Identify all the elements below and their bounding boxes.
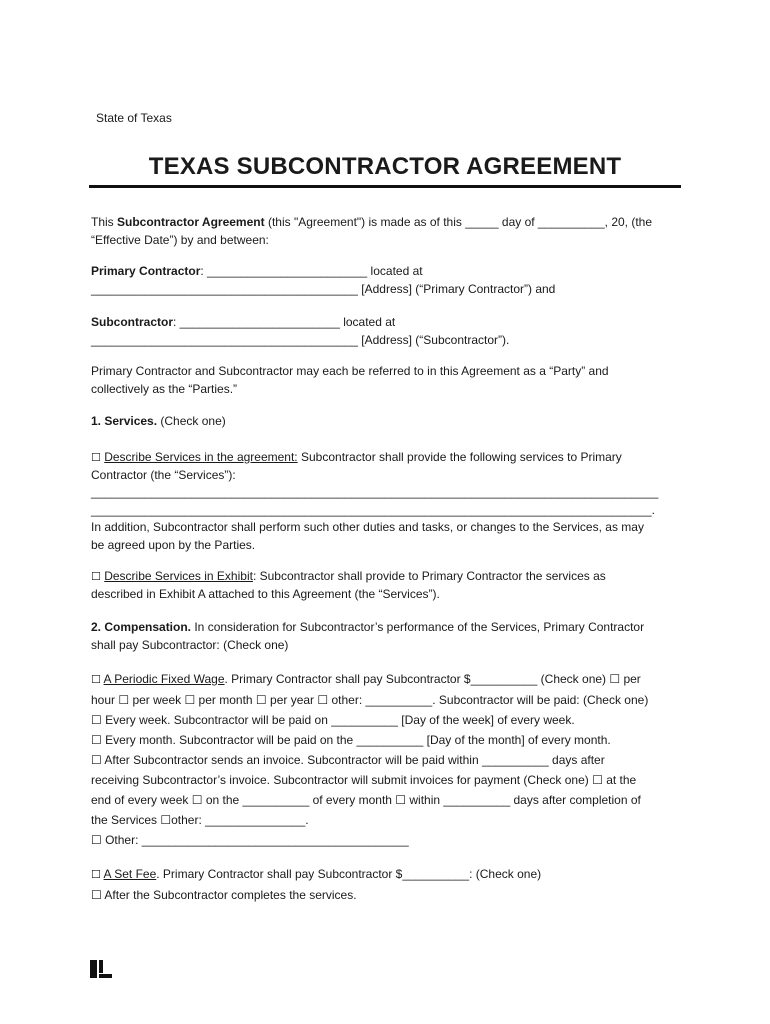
primary-contractor-label: Primary Contractor [91,264,201,278]
services-exhibit-text: : Subcontractor shall provide to Primary Contractor the services as [252,569,606,583]
document-logo-icon [90,960,112,978]
primary-contractor-paragraph [91,263,686,298]
wage-text: . Primary Contractor shall pay Subcontractor $__________ (Check one) ☐ per [224,672,641,686]
wage-line-4: ☐ Every month. Subcontractor will be paid on the __________ [Day of the month] of every month. [91,733,611,747]
document-title: TEXAS SUBCONTRACTOR AGREEMENT [148,153,622,180]
compensation-heading-rest: In consideration for Subcontractor’s performance of the Services, Primary Contractor [191,620,645,634]
compensation-wage-option [91,669,686,850]
compensation-heading [91,619,686,654]
services-option-agreement [91,449,686,554]
wage-label: A Periodic Fixed Wage [103,672,225,686]
fee-label: A Set Fee [103,867,157,881]
subcontractor-blank: : ________________________ located at [173,315,396,329]
subcontractor-address: ________________________________________ [Address] (“Subcontractor”). [91,332,510,347]
wage-line-7: end of every week ☐ on the __________ of every month ☐ within __________ days after completion of [91,793,641,807]
services-additional-line-2: be agreed upon by the Parties. [91,537,256,552]
intro-text-2: (this "Agreement") is made as of this _____ day of __________, 20, (the [264,215,653,229]
services-agreement-line-2: Contractor (the “Services”): [91,467,236,482]
parties-line-2: collectively as the “Parties.” [91,381,238,396]
wage-line-5: ☐ After Subcontractor sends an invoice. Subcontractor will be paid within __________ days after [91,753,605,767]
wage-line-2: hour ☐ per week ☐ per month ☐ per year ☐ other: __________. Subcontractor will be paid: (Check one) [91,693,649,707]
parties-paragraph [91,363,686,398]
parties-line-1: Primary Contractor and Subcontractor may each be referred to in this Agreement as a “Party” and [91,364,609,378]
fee-checkbox[interactable]: ☐ [91,868,101,881]
services-exhibit-line-2: described in Exhibit A attached to this Agreement (the “Services”). [91,586,440,601]
compensation-fee-option [91,864,686,905]
primary-contractor-address: ________________________________________ [Address] (“Primary Contractor”) and [91,281,556,296]
subcontractor-label: Subcontractor [91,315,174,329]
services-blank-line-1: _____________________________________________________________________________________ [91,485,659,499]
services-heading-bold: 1. Services. [91,414,158,428]
primary-contractor-blank: : ________________________ located at [200,264,423,278]
services-option-exhibit [91,568,686,603]
services-heading-rest: (Check one) [157,414,226,428]
intro-bold-term: Subcontractor Agreement [117,215,265,229]
compensation-heading-bold: 2. Compensation. [91,620,192,634]
state-line: State of Texas [96,111,172,125]
wage-line-9: ☐ Other: ________________________________________ [91,833,409,847]
services-additional-line-1: In addition, Subcontractor shall perform such other duties and tasks, or changes to the Services, as may [91,520,644,534]
services-agreement-checkbox[interactable]: ☐ [91,451,101,464]
wage-line-8: the Services ☐other: _______________. [91,813,309,827]
title-underline [89,185,681,188]
services-heading [91,413,686,431]
fee-line-2: ☐ After the Subcontractor completes the services. [91,888,357,902]
intro-text-1: This [91,215,118,229]
services-agreement-label: Describe Services in the agreement: [104,450,298,464]
intro-line-2: “Effective Date”) by and between: [91,232,269,247]
services-exhibit-label: Describe Services in Exhibit [104,569,253,583]
subcontractor-paragraph [91,314,686,349]
services-agreement-text: Subcontractor shall provide the following services to Primary [297,450,622,464]
wage-checkbox[interactable]: ☐ [91,673,101,686]
compensation-line-2: shall pay Subcontractor: (Check one) [91,637,289,652]
services-blank-line-2: ____________________________________________________________________________________. [91,502,655,517]
fee-text: . Primary Contractor shall pay Subcontractor $__________: (Check one) [156,867,542,881]
services-exhibit-checkbox[interactable]: ☐ [91,570,101,583]
wage-line-3: ☐ Every week. Subcontractor will be paid on __________ [Day of the week] of every week. [91,713,575,727]
intro-paragraph [91,214,686,249]
wage-line-6: receiving Subcontractor’s invoice. Subcontractor will submit invoices for payment (Check one) ☐ at the [91,773,637,787]
